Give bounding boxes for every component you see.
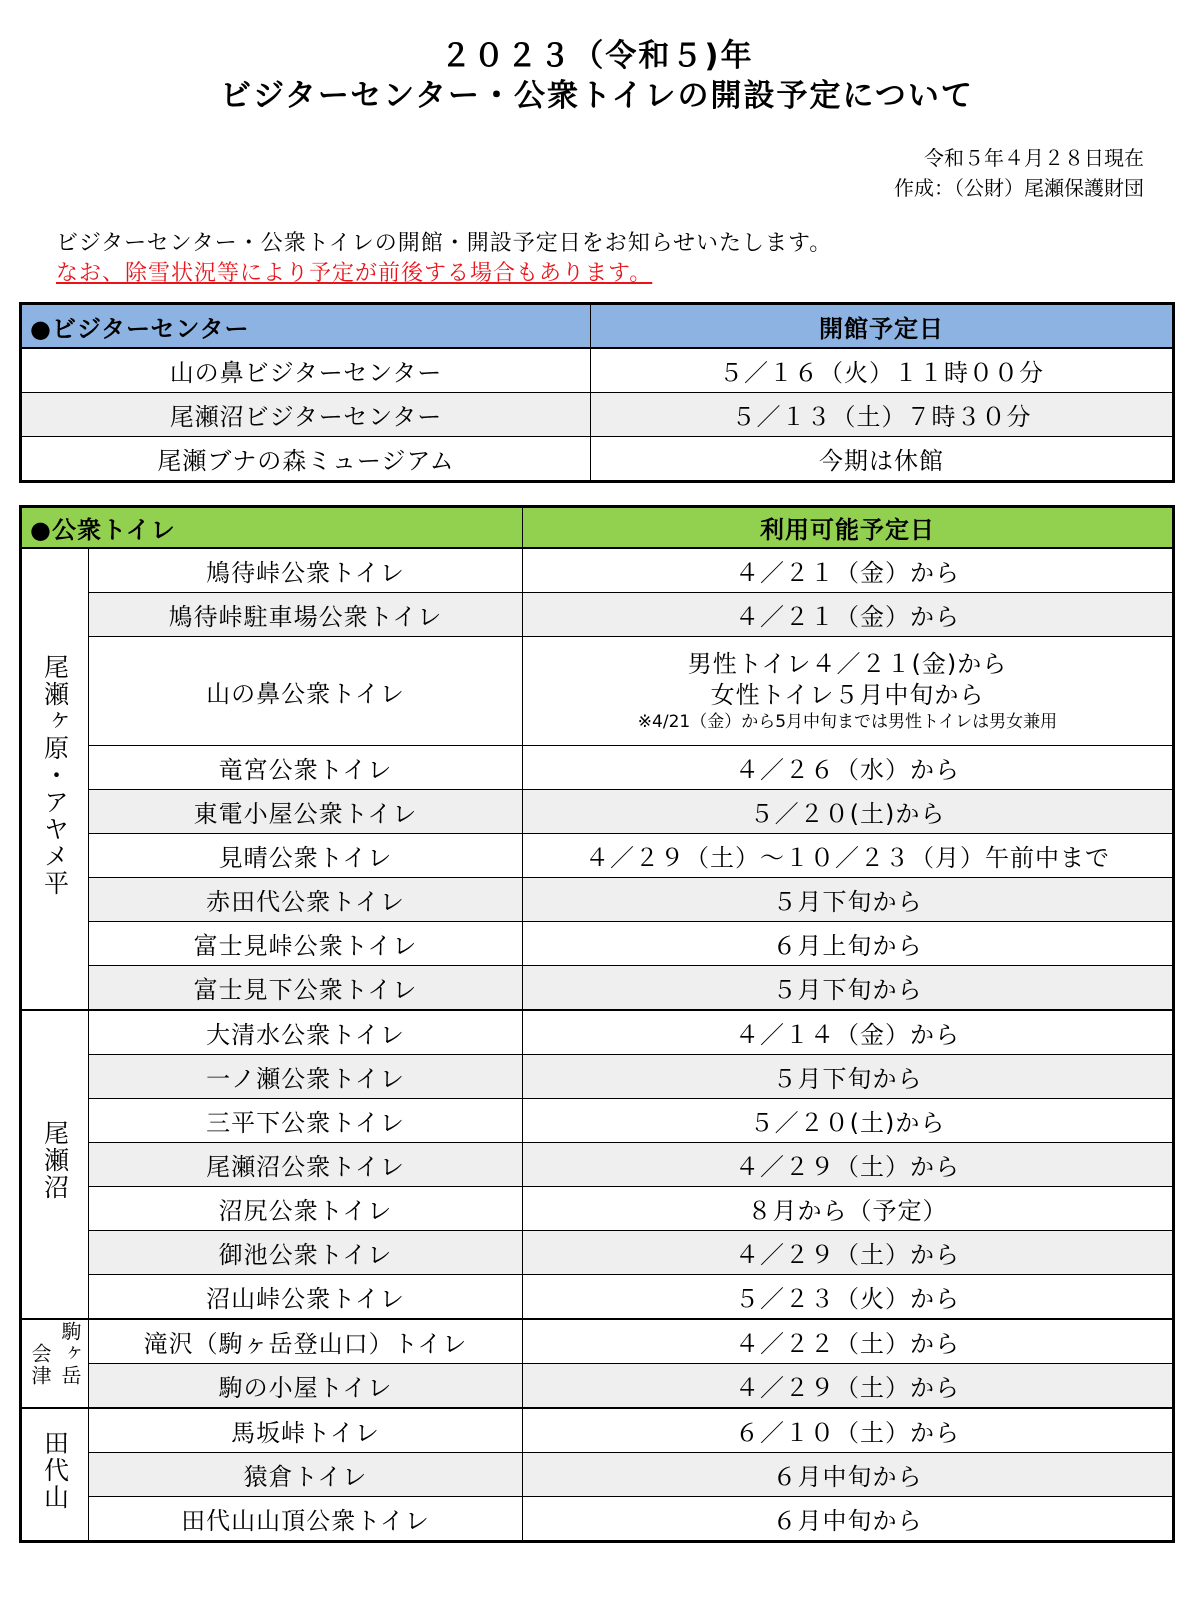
toilet-table <box>19 505 1175 1543</box>
available-date: ４／２９（土）から <box>523 1364 1174 1409</box>
table-row <box>21 393 1174 437</box>
table-header <box>21 507 1174 549</box>
toilet-name: 猿倉トイレ <box>89 1453 523 1497</box>
toilet-name: 富士見峠公衆トイレ <box>89 922 523 966</box>
available-date: ５／２０(土)から <box>523 1099 1174 1143</box>
available-date: ４／２９（土）から <box>523 1143 1174 1187</box>
table-row <box>21 637 1174 746</box>
toilet-name: 駒の小屋トイレ <box>89 1364 523 1409</box>
table-row <box>21 790 1174 834</box>
table-row <box>21 746 1174 790</box>
table-row <box>21 966 1174 1011</box>
toilet-name: 滝沢（駒ヶ岳登山口）トイレ <box>89 1319 523 1364</box>
table-row <box>21 878 1174 922</box>
table-row <box>21 348 1174 393</box>
table-row <box>21 1099 1174 1143</box>
facility-name: 尾瀬ブナの森ミュージアム <box>21 437 591 482</box>
table-row <box>21 834 1174 878</box>
available-date: ６月中旬から <box>523 1497 1174 1542</box>
available-date: ６／１０（土）から <box>523 1408 1174 1453</box>
table-row <box>21 1010 1174 1055</box>
visitor-center-header: ●ビジターセンター <box>21 304 591 349</box>
toilet-name: 竜宮公衆トイレ <box>89 746 523 790</box>
available-date: ８月から（予定） <box>523 1187 1174 1231</box>
author: 作成：（公財）尾瀬保護財団 <box>894 176 1144 200</box>
available-date: ５／２０(土)から <box>523 790 1174 834</box>
toilet-name: 鳩待峠駐車場公衆トイレ <box>89 593 523 637</box>
toilet-name: 富士見下公衆トイレ <box>89 966 523 1011</box>
available-date: ４／２９（土）から <box>523 1231 1174 1275</box>
toilet-name: 見晴公衆トイレ <box>89 834 523 878</box>
as-of-date: 令和５年４月２８日現在 <box>924 146 1144 170</box>
intro-notice: なお、除雪状況等により予定が前後する場合もあります。 <box>56 261 653 286</box>
opening-date: ５／１６（火）１１時００分 <box>591 348 1174 393</box>
toilet-name: 赤田代公衆トイレ <box>89 878 523 922</box>
toilet-name: 田代山山頂公衆トイレ <box>89 1497 523 1542</box>
available-date: ６月上旬から <box>523 922 1174 966</box>
available-date: ４／２２（土）から <box>523 1319 1174 1364</box>
available-date: ６月中旬から <box>523 1453 1174 1497</box>
facility-name: 尾瀬沼ビジターセンター <box>21 393 591 437</box>
table-row <box>21 1319 1174 1364</box>
region-label: 尾瀬ヶ原・アヤメ平 <box>21 548 89 1010</box>
table-row <box>21 437 1174 482</box>
available-date-header: 利用可能予定日 <box>523 507 1174 549</box>
toilet-header: ●公衆トイレ <box>21 507 523 549</box>
available-date: ５／２３（火）から <box>523 1275 1174 1320</box>
toilet-name: 一ノ瀬公衆トイレ <box>89 1055 523 1099</box>
table-row <box>21 1453 1174 1497</box>
page-title-line2: ビジターセンター・公衆トイレの開設予定について <box>220 78 974 114</box>
toilet-name: 鳩待峠公衆トイレ <box>89 548 523 593</box>
region-label: 尾瀬沼 <box>21 1010 89 1319</box>
facility-name: 山の鼻ビジターセンター <box>21 348 591 393</box>
table-row <box>21 593 1174 637</box>
table-row <box>21 922 1174 966</box>
table-row <box>21 1143 1174 1187</box>
toilet-name: 御池公衆トイレ <box>89 1231 523 1275</box>
opening-date: 今期は休館 <box>591 437 1174 482</box>
toilet-name: 大清水公衆トイレ <box>89 1010 523 1055</box>
available-date: ４／２９（土）～１０／２３（月）午前中まで <box>523 834 1174 878</box>
page-title-line1: ２０２３（令和５)年 <box>440 38 754 74</box>
toilet-name: 東電小屋公衆トイレ <box>89 790 523 834</box>
toilet-name: 尾瀬沼公衆トイレ <box>89 1143 523 1187</box>
date-line-male: 男性トイレ４／２１(金)から <box>687 650 1008 678</box>
table-row <box>21 1497 1174 1542</box>
available-date: ４／２１（金）から <box>523 548 1174 593</box>
toilet-name: 山の鼻公衆トイレ <box>89 637 523 746</box>
available-date: ４／１４（金）から <box>523 1010 1174 1055</box>
table-row <box>21 1364 1174 1409</box>
available-date: ４／２６（水）から <box>523 746 1174 790</box>
toilet-name: 沼山峠公衆トイレ <box>89 1275 523 1320</box>
date-note: ※4/21（金）から5月中旬までは男性トイレは男女兼用 <box>637 712 1058 732</box>
table-header <box>21 304 1174 349</box>
toilet-name: 三平下公衆トイレ <box>89 1099 523 1143</box>
table-row <box>21 1275 1174 1320</box>
table-row <box>21 1408 1174 1453</box>
available-date: ４／２１（金）から <box>523 593 1174 637</box>
available-date <box>523 637 1174 746</box>
toilet-name: 馬坂峠トイレ <box>89 1408 523 1453</box>
intro-text: ビジターセンター・公衆トイレの開館・開設予定日をお知らせいたします。 <box>56 231 833 256</box>
table-row <box>21 1055 1174 1099</box>
available-date: ５月下旬から <box>523 966 1174 1011</box>
available-date: ５月下旬から <box>523 1055 1174 1099</box>
table-row <box>21 548 1174 593</box>
region-label: 田代山 <box>21 1408 89 1542</box>
table-row <box>21 1231 1174 1275</box>
table-row <box>21 1187 1174 1231</box>
toilet-name: 沼尻公衆トイレ <box>89 1187 523 1231</box>
opening-date-header: 開館予定日 <box>591 304 1174 349</box>
opening-date: ５／１３（土）７時３０分 <box>591 393 1174 437</box>
region-label: 会津 駒ヶ岳 <box>21 1319 89 1408</box>
available-date: ５月下旬から <box>523 878 1174 922</box>
visitor-center-table <box>19 302 1175 483</box>
date-line-female: 女性トイレ５月中旬から <box>710 681 985 709</box>
